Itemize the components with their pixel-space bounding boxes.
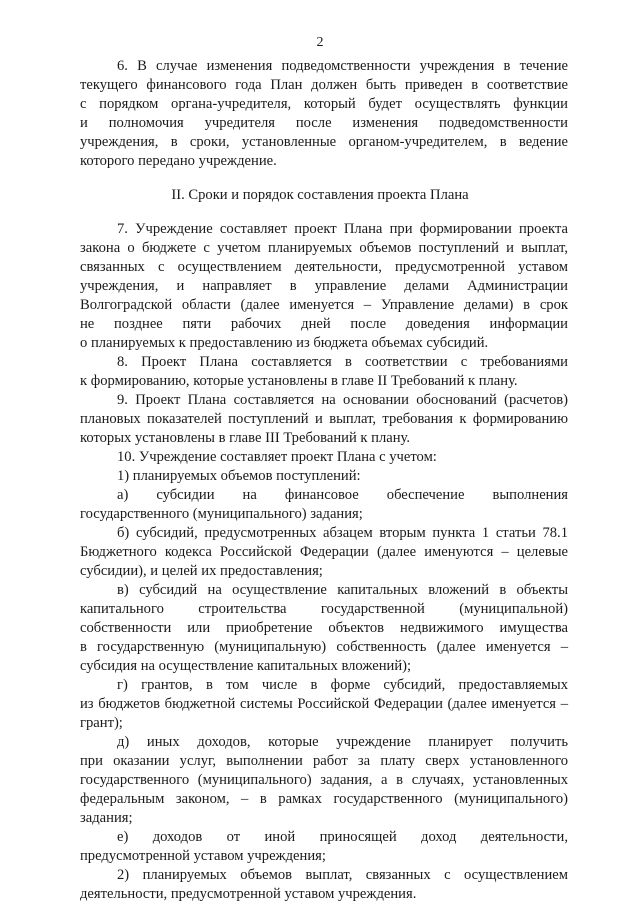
subitem-g-line: из бюджетов бюджетной системы Российской Федерации (далее именуется – — [80, 696, 568, 712]
list-item-1: 1) планируемых объемов поступлений: — [117, 468, 361, 484]
subitem-g-line: г) грантов, в том числе в форме субсидий, предоставляемых — [117, 677, 568, 693]
subitem-d-line: задания; — [80, 810, 133, 826]
paragraph-7-line: 7. Учреждение составляет проект Плана при формировании проекта — [117, 221, 568, 237]
paragraph-7-line: не позднее пяти рабочих дней после доведения информации — [80, 316, 568, 332]
subitem-a-line: а) субсидии на финансовое обеспечение выполнения — [117, 487, 568, 503]
paragraph-6-line: текущего финансового года План должен быть приведен в соответствие — [80, 77, 568, 93]
subitem-d-line: федеральным законом, – в рамках государственного (муниципального) — [80, 791, 568, 807]
subitem-d-line: при оказании услуг, выполнении работ за плату сверх установленного — [80, 753, 568, 769]
page-number: 2 — [316, 35, 324, 50]
list-item-2-line: 2) планируемых объемов выплат, связанных с осуществлением — [117, 867, 568, 883]
subitem-v-line: капитального строительства государственной (муниципальной) — [80, 601, 568, 617]
subitem-g-line: грант); — [80, 715, 123, 731]
subitem-v-line: в государственную (муниципальную) собственность (далее именуется – — [80, 639, 568, 655]
paragraph-6-line: и полномочия учредителя после изменения подведомственности — [80, 115, 568, 131]
subitem-e-line: е) доходов от иной приносящей доход деятельности, — [117, 829, 568, 845]
paragraph-7-line: связанных с осуществлением деятельности, предусмотренной уставом — [80, 259, 568, 275]
paragraph-6-line: 6. В случае изменения подведомственности учреждения в течение — [117, 58, 568, 74]
paragraph-8-line: 8. Проект Плана составляется в соответствии с требованиями — [117, 354, 568, 370]
subitem-b-line: Бюджетного кодекса Российской Федерации (далее именуются – целевые — [80, 544, 568, 560]
section-heading: II. Сроки и порядок составления проекта Плана — [171, 187, 469, 203]
subitem-d-line: д) иных доходов, которые учреждение планирует получить — [117, 734, 568, 750]
paragraph-7-line: закона о бюджете с учетом планируемых объемов поступлений и выплат, — [80, 240, 568, 256]
subitem-d-line: государственного (муниципального) задания, а в случаях, установленных — [80, 772, 568, 788]
paragraph-10-line: 10. Учреждение составляет проект Плана с учетом: — [117, 449, 437, 465]
subitem-b-line: б) субсидий, предусмотренных абзацем вторым пункта 1 статьи 78.1 — [117, 525, 568, 541]
paragraph-9-line: которых установлены в главе III Требований к плану. — [80, 430, 411, 446]
subitem-e-line: предусмотренной уставом учреждения; — [80, 848, 326, 864]
paragraph-6-line: с порядком органа-учредителя, который будет осуществлять функции — [80, 96, 568, 112]
paragraph-9-line: 9. Проект Плана составляется на основании обоснований (расчетов) — [117, 392, 568, 408]
paragraph-7-line: Волгоградской области (далее именуется – Управление делами) в срок — [80, 297, 568, 313]
paragraph-7-line: о планируемых к предоставлению из бюджета объемах субсидий. — [80, 335, 489, 351]
paragraph-6-line: учреждения, в сроки, установленные органом-учредителем, в ведение — [80, 134, 568, 150]
paragraph-9-line: плановых показателей поступлений и выплат, требования к формированию — [80, 411, 568, 427]
paragraph-8-line: к формированию, которые установлены в главе II Требований к плану. — [80, 373, 518, 389]
subitem-v-line: собственности или приобретение объектов недвижимого имущества — [80, 620, 568, 636]
paragraph-7-line: учреждения, и направляет в управление делами Администрации — [80, 278, 568, 294]
subitem-b-line: субсидии), и целей их предоставления; — [80, 563, 323, 579]
subitem-a-line: государственного (муниципального) задания; — [80, 506, 363, 522]
subitem-v-line: субсидия на осуществление капитальных вложений); — [80, 658, 412, 674]
paragraph-6-line: которого передано учреждение. — [80, 153, 277, 169]
subitem-v-line: в) субсидий на осуществление капитальных вложений в объекты — [117, 582, 568, 598]
list-item-2-line: деятельности, предусмотренной уставом учреждения. — [80, 886, 417, 902]
